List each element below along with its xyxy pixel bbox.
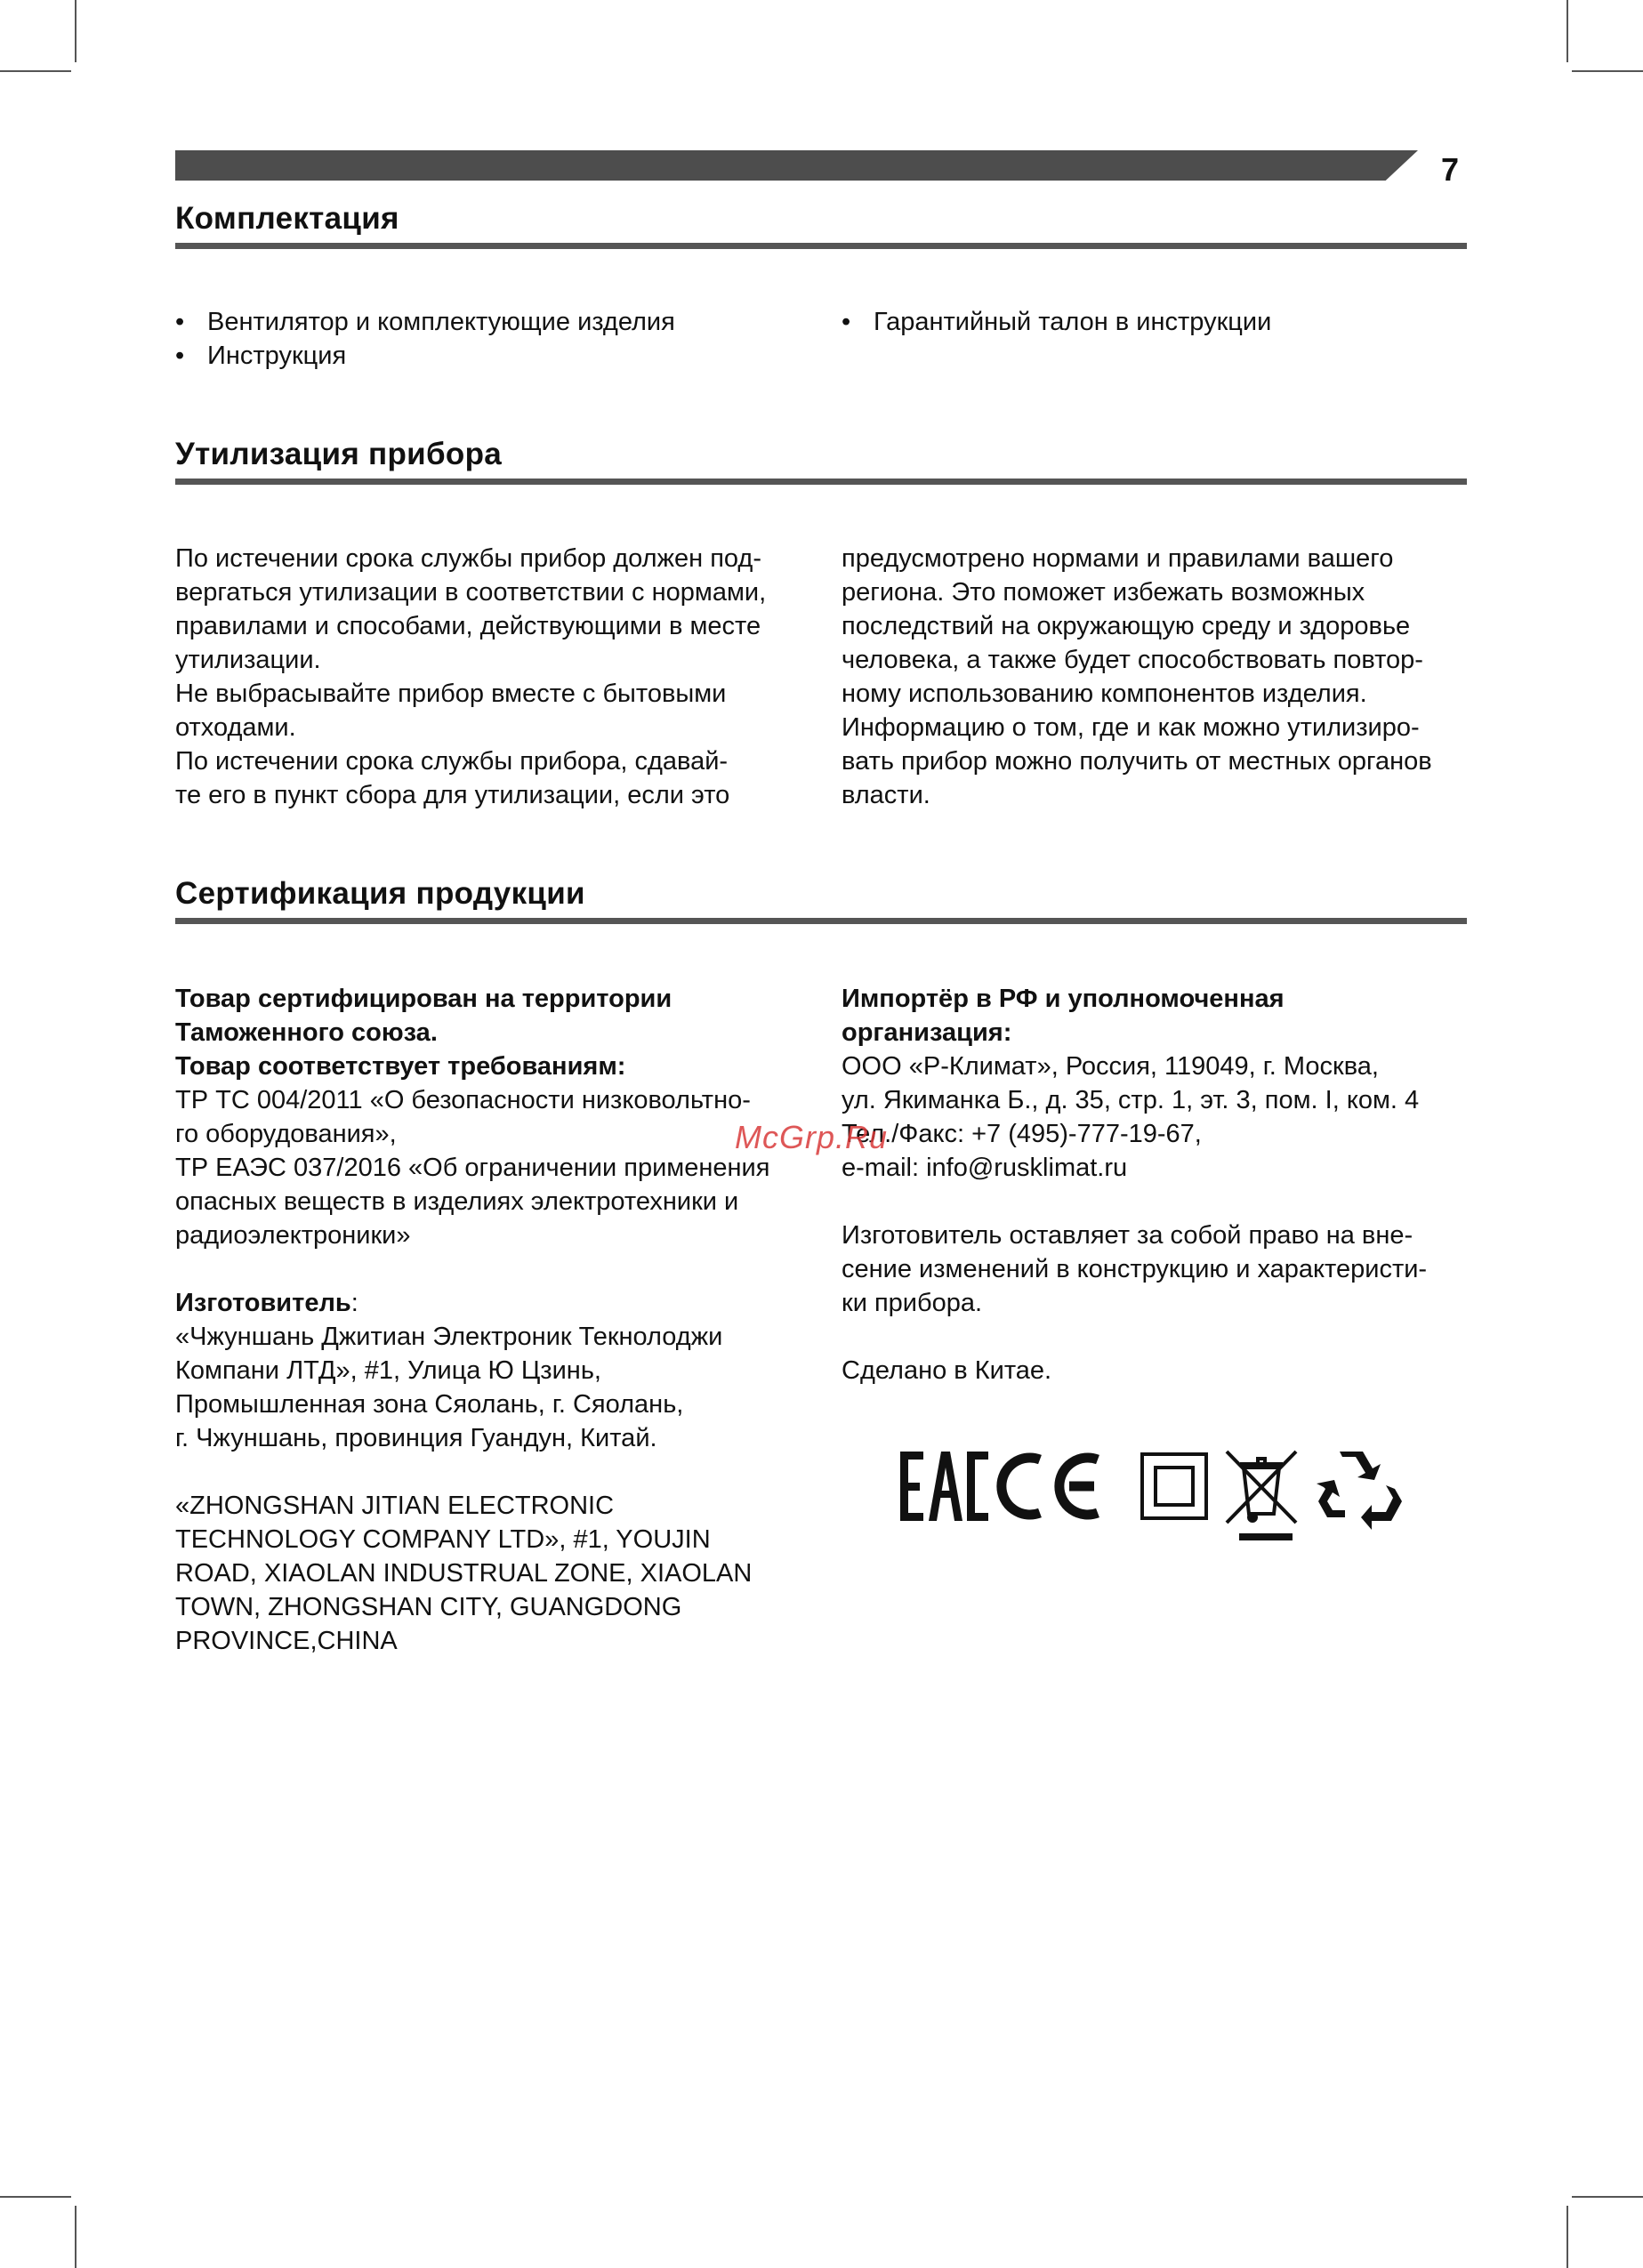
ce-mark xyxy=(1002,1458,1098,1515)
text-line: утилизации. xyxy=(175,646,321,674)
section-rule xyxy=(175,479,1467,485)
section-title-disposal: Утилизация прибора xyxy=(175,437,503,471)
crop-mark xyxy=(1572,70,1643,72)
page-number: 7 xyxy=(1441,151,1460,188)
text-line-bold: организация: xyxy=(842,1018,1012,1047)
list-item: • Инструкция xyxy=(175,339,816,373)
text-line: По истечении срока службы прибора, сдавай- xyxy=(175,747,729,776)
text-line: ул. Якиманка Б., д. 35, стр. 1, эт. 3, пом. I, ком. 4 xyxy=(842,1086,1420,1114)
manufacturer-label: Изготовитель: xyxy=(175,1289,358,1317)
text-line: Промышленная зона Сяолань, г. Сяолань, xyxy=(175,1390,684,1419)
certification-text-right xyxy=(842,982,1473,1387)
crop-mark xyxy=(0,2196,71,2198)
text-line: те его в пункт сбора для утилизации, если это xyxy=(175,781,730,809)
kit-list-left xyxy=(175,305,816,373)
text-line: TOWN, ZHONGSHAN CITY, GUANGDONG xyxy=(175,1593,682,1621)
crop-mark xyxy=(1572,2196,1643,2198)
crop-mark xyxy=(75,0,77,62)
text-line: правилами и способами, действующими в месте xyxy=(175,612,761,640)
text-line: го оборудования», xyxy=(175,1120,397,1148)
header-bar xyxy=(175,150,1418,181)
text-line: ки прибора. xyxy=(842,1289,983,1317)
text-line-bold: Таможенного союза. xyxy=(175,1018,438,1047)
text-line: отходами. xyxy=(175,713,296,742)
text-line: опасных веществ в изделиях электротехники и xyxy=(175,1187,739,1216)
text-line: TECHNOLOGY COMPANY LTD», #1, YOUJIN xyxy=(175,1525,711,1554)
certification-text-left xyxy=(175,982,807,1658)
text-line: региона. Это поможет избежать возможных xyxy=(842,578,1365,607)
disposal-text-left xyxy=(175,542,807,812)
list-item: • Гарантийный талон в инструкции xyxy=(842,305,1464,339)
text-line-bold: Товар соответствует требованиям: xyxy=(175,1052,626,1081)
email-line: e-mail: info@rusklimat.ru xyxy=(842,1154,1128,1182)
section-rule xyxy=(175,918,1467,924)
text-line: Изготовитель оставляет за собой право на вне- xyxy=(842,1221,1413,1250)
text-line: «Чжуншань Джитиан Электроник Текнолоджи xyxy=(175,1323,723,1351)
text-line: предусмотрено нормами и правилами вашего xyxy=(842,544,1394,573)
certification-marks xyxy=(900,1448,1407,1555)
section-rule xyxy=(175,243,1467,249)
crop-mark xyxy=(1566,0,1568,62)
text-line: человека, а также будет способствовать повтор- xyxy=(842,646,1423,674)
text-line-bold: Импортёр в РФ и уполномоченная xyxy=(842,985,1285,1013)
disposal-text-right xyxy=(842,542,1473,812)
crop-mark xyxy=(1566,2206,1568,2268)
text-line: PROVINCE,CHINA xyxy=(175,1627,398,1655)
text-line: Информацию о том, где и как можно утилизиро- xyxy=(842,713,1420,742)
crop-mark xyxy=(75,2206,77,2268)
text-line: ТР ЕАЭС 037/2016 «Об ограничении применения xyxy=(175,1154,770,1182)
watermark: McGrp.Ru xyxy=(735,1119,889,1155)
eac-mark xyxy=(900,1452,988,1521)
text-line: ООО «Р-Климат», Россия, 119049, г. Москва, xyxy=(842,1052,1379,1081)
text-line: По истечении срока службы прибор должен под- xyxy=(175,544,761,573)
section-title-kit: Комплектация xyxy=(175,201,399,236)
text-line-bold: Товар сертифицирован на территории xyxy=(175,985,673,1013)
text-line: Не выбрасывайте прибор вместе с бытовыми xyxy=(175,680,727,708)
text-line: ТР ТС 004/2011 «О безопасности низковольтно- xyxy=(175,1086,751,1114)
made-in-line: Сделано в Китае. xyxy=(842,1356,1052,1385)
kit-list-right xyxy=(842,305,1464,339)
crop-mark xyxy=(0,70,71,72)
text-line: последствий на окружающую среду и здоровье xyxy=(842,612,1411,640)
text-line: Компани ЛТД», #1, Улица Ю Цзинь, xyxy=(175,1356,601,1385)
section-title-certification: Сертификация продукции xyxy=(175,876,585,911)
text-line: г. Чжуншань, провинция Гуандун, Китай. xyxy=(175,1424,657,1452)
text-line: вать прибор можно получить от местных органов xyxy=(842,747,1432,776)
text-line: сение изменений в конструкцию и характеристи- xyxy=(842,1255,1428,1283)
text-line: Тел./Факс: +7 (495)-777-19-67, xyxy=(842,1120,1202,1148)
text-line: ROAD, XIAOLAN INDUSTRUAL ZONE, XIAOLAN xyxy=(175,1559,753,1588)
weee-bin-mark xyxy=(1227,1452,1296,1540)
text-line: радиоэлектроники» xyxy=(175,1221,411,1250)
text-line: власти. xyxy=(842,781,930,809)
double-insulation-mark xyxy=(1142,1454,1206,1518)
recycle-mark xyxy=(1317,1452,1402,1530)
list-item: • Вентилятор и комплектующие изделия xyxy=(175,305,816,339)
text-line: ному использованию компонентов изделия. xyxy=(842,680,1367,708)
text-line: «ZHONGSHAN JITIAN ELECTRONIC xyxy=(175,1492,615,1520)
text-line: вергаться утилизации в соответствии с нормами, xyxy=(175,578,767,607)
